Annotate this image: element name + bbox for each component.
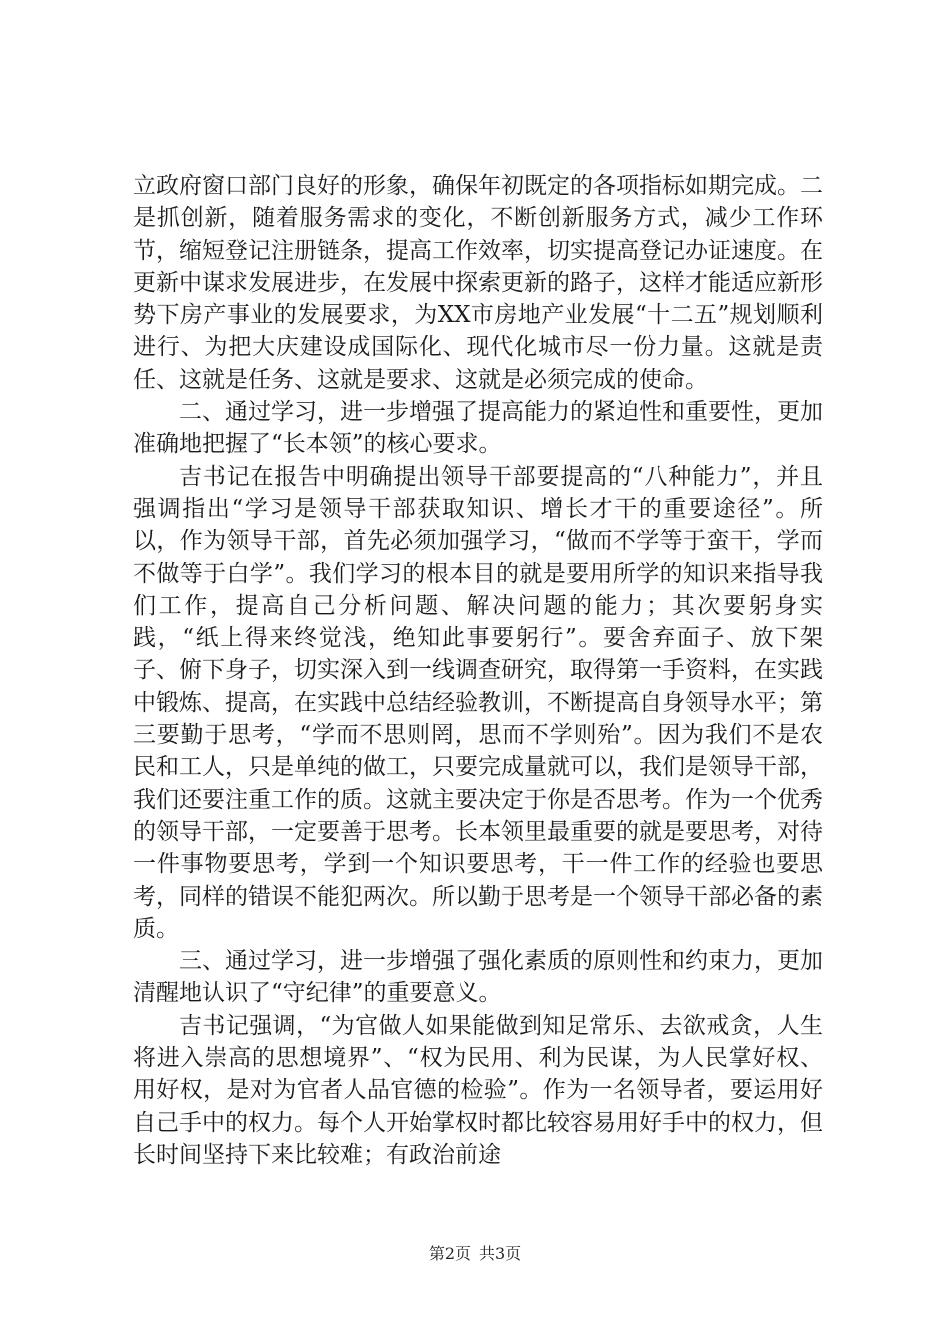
paragraph-2-heading: 二、通过学习，进一步增强了提高能力的紧迫性和重要性，更加准确地把握了“长本领”的核心要求。 [133, 399, 823, 458]
paragraph-5: 吉书记强调，“为官做人如果能做到知足常乐、去欲戒贪，人生将进入崇高的思想境界”、“权为民用、利为民谋，为人民掌好权、用好权，是对为官者人品官德的检验”。作为一名领导者，要运用好自己手中的权力。每个人开始掌权时都比较容易用好手中的权力，但长时间坚持下来比较难；有政治前途 [133, 1012, 823, 1168]
page-total: 共3页 [479, 1244, 522, 1263]
paragraph-3: 吉书记在报告中明确提出领导干部要提高的“八种能力”，并且强调指出“学习是领导干部获取知识、增长才干的重要途径”。所以，作为领导干部，首先必须加强学习，“做而不学等于蛮干，学而不做等于白学”。我们学习的根本目的就是要用所学的知识来指导我们工作，提高自己分析问题、解决问题的能力；其次要躬身实践，“纸上得来终觉浅，绝知此事要躬行”。要舍弃面子、放下架子、俯下身子，切实深入到一线调查研究，取得第一手资料，在实践中锻炼、提高，在实践中总结经验教训，不断提高自身领导水平；第三要勤于思考，“学而不思则罔，思而不学则殆”。因为我们不是农民和工人，只是单纯的做工，只要完成量就可以，我们是领导干部，我们还要注重工作的质。这就主要决定于你是否思考。作为一个优秀的领导干部，一定要善于思考。长本领里最重要的就是要思考，对待一件事物要思考，学到一个知识要思考，干一件工作的经验也要思考，同样的错误不能犯两次。所以勤于思考是一个领导干部必备的素质。 [133, 463, 823, 942]
paragraph-4-heading: 三、通过学习，进一步增强了强化素质的原则性和约束力，更加清醒地认识了“守纪律”的重要意义。 [133, 948, 823, 1007]
page-number: 第2页 [428, 1244, 471, 1263]
paragraph-1: 立政府窗口部门良好的形象，确保年初既定的各项指标如期完成。二是抓创新，随着服务需求的变化，不断创新服务方式，减少工作环节，缩短登记注册链条，提高工作效率，切实提高登记办证速度。在更新中谋求发展进步，在发展中探索更新的路子，这样才能适应新形势下房产事业的发展要求，为XX市房地产业发展“十二五”规划顺利进行、为把大庆建设成国际化、现代化城市尽一份力量。这就是责任、这就是任务、这就是要求、这就是必须完成的使命。 [133, 173, 823, 393]
document-body [133, 170, 823, 1171]
page-footer [0, 1244, 950, 1264]
